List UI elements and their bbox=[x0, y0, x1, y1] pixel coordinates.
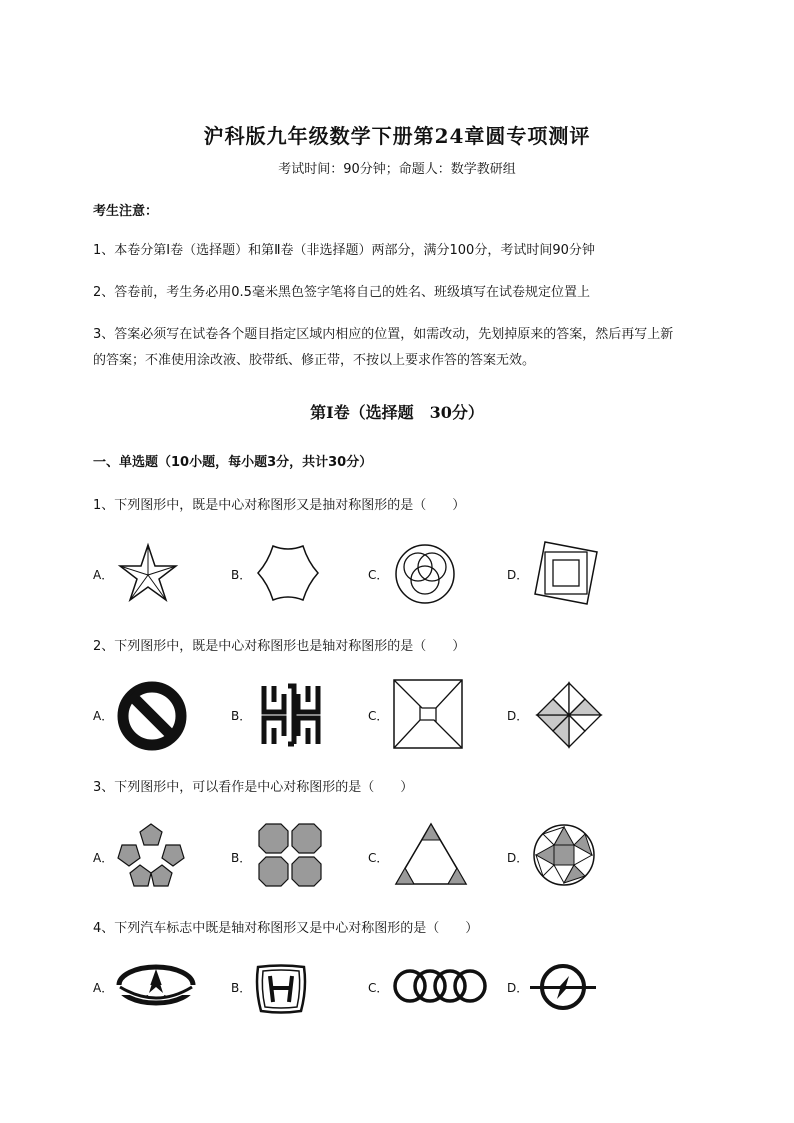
q2-option-a-label: A． bbox=[93, 709, 114, 723]
exam-info: 考试时间：90分钟；命题人：数学教研组 bbox=[278, 162, 516, 177]
q3-option-d-circle-pattern-figure bbox=[532, 823, 596, 887]
q4-option-d-opel-logo bbox=[528, 962, 598, 1012]
part-title: 第I卷（选择题 30分） bbox=[310, 403, 484, 422]
q2-option-c-square-pinwheel-figure bbox=[392, 678, 464, 750]
q1-option-b-label: B． bbox=[231, 568, 252, 582]
question-2-stem: 2、下列图形中，既是中心对称图形也是轴对称图形的是（ ） bbox=[93, 639, 466, 654]
q2-option-c-label: C． bbox=[368, 709, 389, 723]
q4-option-a-label: A． bbox=[93, 981, 114, 995]
q1-option-c-circles-figure bbox=[393, 542, 457, 606]
q4-option-b-honda-logo bbox=[254, 964, 308, 1014]
q2-option-b-label: B． bbox=[231, 709, 252, 723]
q1-option-d-label: D． bbox=[507, 568, 529, 582]
q4-option-a-infiniti-logo bbox=[116, 963, 196, 1007]
q3-option-b-octagons-figure bbox=[257, 822, 323, 888]
q1-option-b-hexagon-figure bbox=[256, 543, 320, 603]
q3-option-b-label: B． bbox=[231, 851, 252, 865]
q3-option-c-label: C． bbox=[368, 851, 389, 865]
q3-option-c-triangle-figure bbox=[394, 822, 468, 886]
q2-option-a-no-sign-figure bbox=[116, 680, 188, 752]
page-title: 沪科版九年级数学下册第24章圆专项测评 bbox=[203, 124, 591, 148]
notice-item-2: 2、答卷前，考生务必用0.5毫米黑色签字笔将自己的姓名、班级填写在试卷规定位置上 bbox=[93, 285, 590, 300]
q4-option-c-audi-rings-logo bbox=[392, 967, 486, 1005]
q3-option-a-pentagons-figure bbox=[116, 822, 186, 888]
notice-heading: 考生注意： bbox=[93, 204, 159, 219]
q1-option-a-star-figure bbox=[116, 542, 180, 606]
question-1-stem: 1、下列图形中，既是中心对称图形又是抽对称图形的是（ ） bbox=[93, 498, 466, 513]
q4-option-b-label: B． bbox=[231, 981, 252, 995]
q1-option-a-label: A． bbox=[93, 568, 114, 582]
q3-option-d-label: D． bbox=[507, 851, 529, 865]
q1-option-d-squares-figure bbox=[531, 540, 599, 608]
q1-option-c-label: C． bbox=[368, 568, 389, 582]
q2-option-d-label: D． bbox=[507, 709, 529, 723]
q4-option-d-label: D． bbox=[507, 981, 529, 995]
notice-item-3-cont: 的答案；不准使用涂改液、胶带纸、修正带，不按以上要求作答的答案无效。 bbox=[93, 353, 536, 368]
notice-item-1: 1、本卷分第I卷（选择题）和第Ⅱ卷（非选择题）两部分，满分100分，考试时间90分钟 bbox=[93, 243, 595, 258]
q2-option-d-pinwheel-figure bbox=[535, 681, 603, 749]
notice-item-3: 3、答案必须写在试卷各个题目指定区域内相应的位置，如需改动，先划掉原来的答案，然后再写上新 bbox=[93, 327, 674, 342]
section-title: 一、单选题（10小题，每小题3分，共计30分） bbox=[93, 455, 373, 470]
q4-option-c-label: C． bbox=[368, 981, 389, 995]
q2-option-b-maze-pattern-figure bbox=[258, 682, 324, 748]
question-3-stem: 3、下列图形中，可以看作是中心对称图形的是（ ） bbox=[93, 780, 414, 795]
question-4-stem: 4、下列汽车标志中既是轴对称图形又是中心对称图形的是（ ） bbox=[93, 921, 479, 936]
q3-option-a-label: A． bbox=[93, 851, 114, 865]
